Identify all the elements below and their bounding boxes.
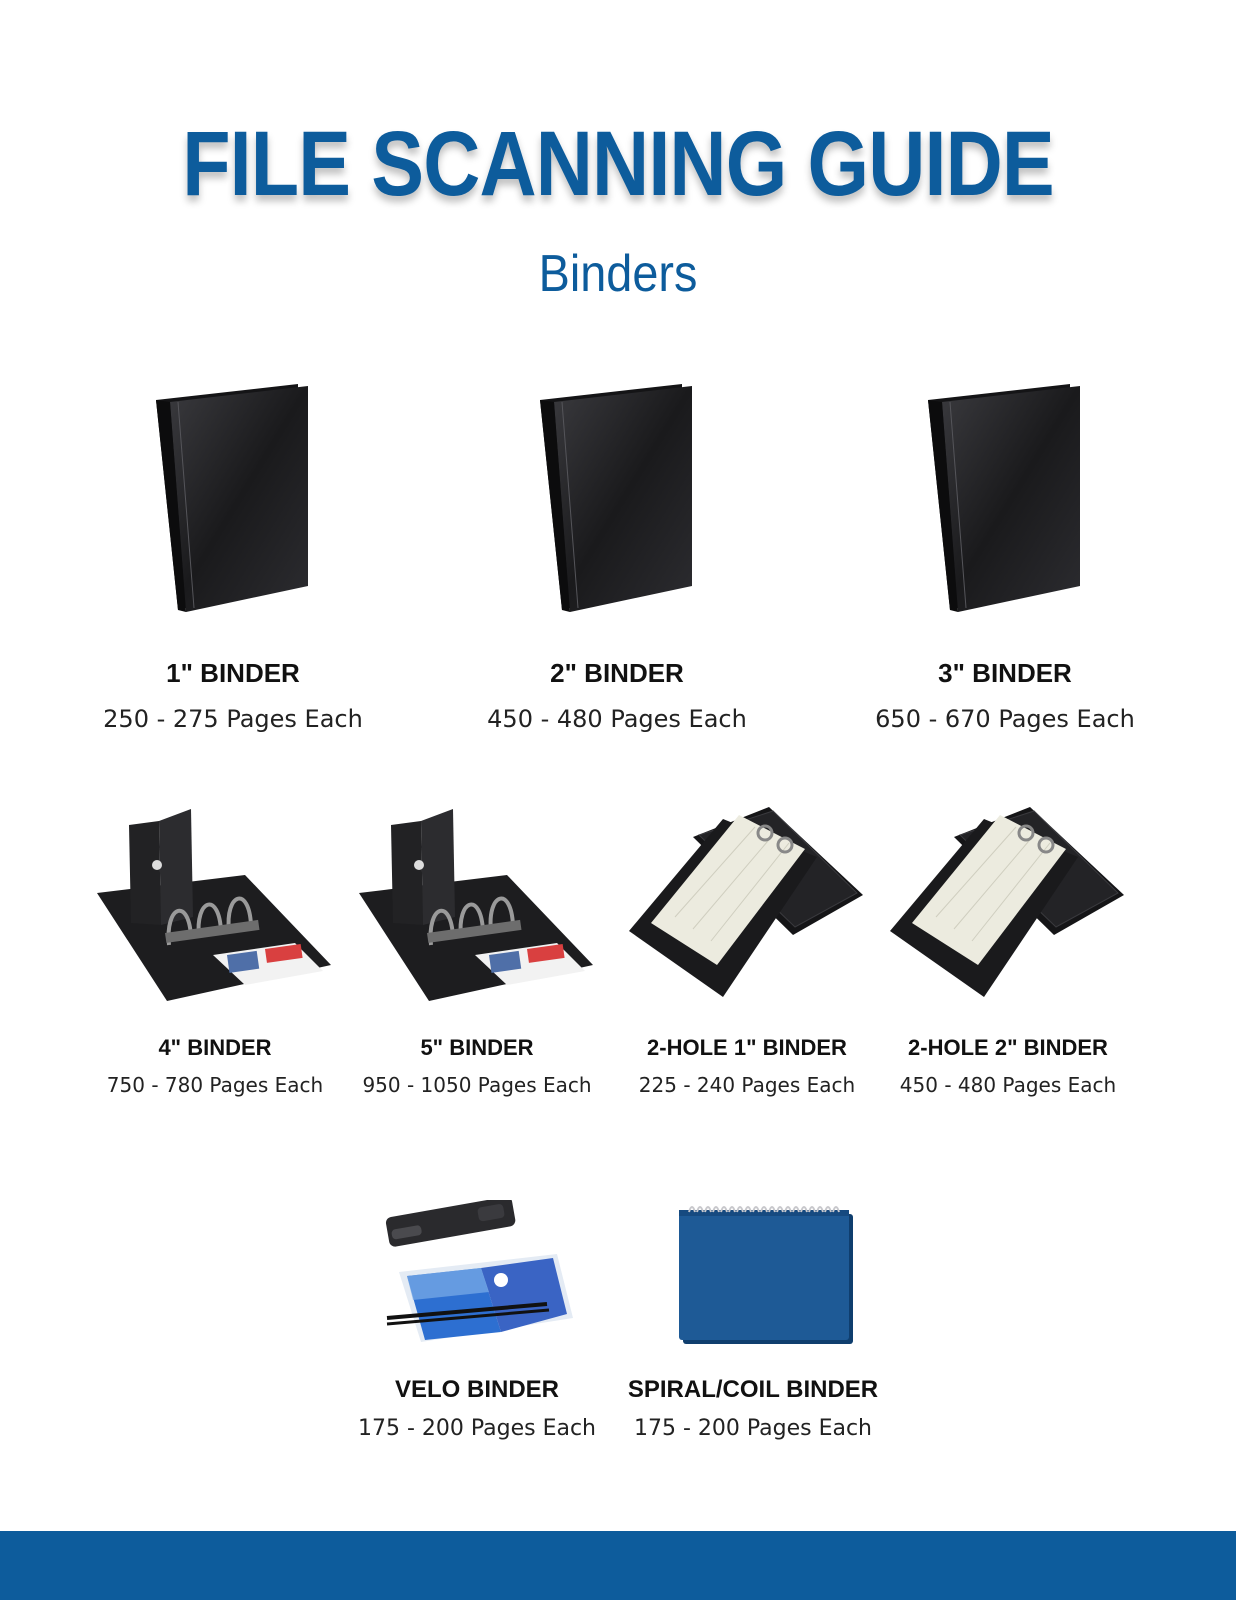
closed-binder-icon [148,380,318,620]
binder-page-count: 450 - 480 Pages Each [487,705,747,733]
binder-label: 3" BINDER [938,658,1072,688]
binder-page-count: 950 - 1050 Pages Each [362,1073,592,1097]
binder-page-count: 175 - 200 Pages Each [357,1416,597,1441]
binder-page-count: 450 - 480 Pages Each [899,1073,1117,1097]
footer-band [0,1531,1236,1600]
velo-binder-icon [377,1200,577,1350]
lever-arch-binder-icon [95,805,335,1005]
binder-label: 2" BINDER [550,658,684,688]
spiral-binder-icon [653,1200,853,1350]
page-title: FILE SCANNING GUIDE [182,113,1054,215]
binder-card-spiral [612,1200,894,1441]
binder-card-1in [83,380,383,733]
binder-label: 2-HOLE 1" BINDER [647,1035,847,1060]
binder-page-count: 175 - 200 Pages Each [633,1416,873,1441]
two-hole-binder-icon [627,805,867,1005]
binder-card-2hole-2in [888,805,1128,1097]
binder-page-count: 750 - 780 Pages Each [106,1073,324,1097]
binder-page-count: 225 - 240 Pages Each [638,1073,856,1097]
binder-card-2hole-1in [627,805,867,1097]
closed-binder-icon [532,380,702,620]
binder-label: SPIRAL/COIL BINDER [627,1376,879,1403]
binder-label: 5" BINDER [420,1035,534,1060]
binder-page-count: 650 - 670 Pages Each [875,705,1135,733]
binder-label: 2-HOLE 2" BINDER [908,1035,1108,1060]
binder-card-velo [347,1200,607,1441]
page-subtitle: Binders [538,245,698,303]
binder-page-count: 250 - 275 Pages Each [103,705,363,733]
binder-card-3in [855,380,1155,733]
binder-card-2in [467,380,767,733]
binder-card-5in [357,805,597,1097]
binder-label: 1" BINDER [166,658,300,688]
binder-label: 4" BINDER [158,1035,272,1060]
closed-binder-icon [920,380,1090,620]
two-hole-binder-icon [888,805,1128,1005]
lever-arch-binder-icon [357,805,597,1005]
binder-label: VELO BINDER [394,1376,559,1403]
binder-card-4in [95,805,335,1097]
